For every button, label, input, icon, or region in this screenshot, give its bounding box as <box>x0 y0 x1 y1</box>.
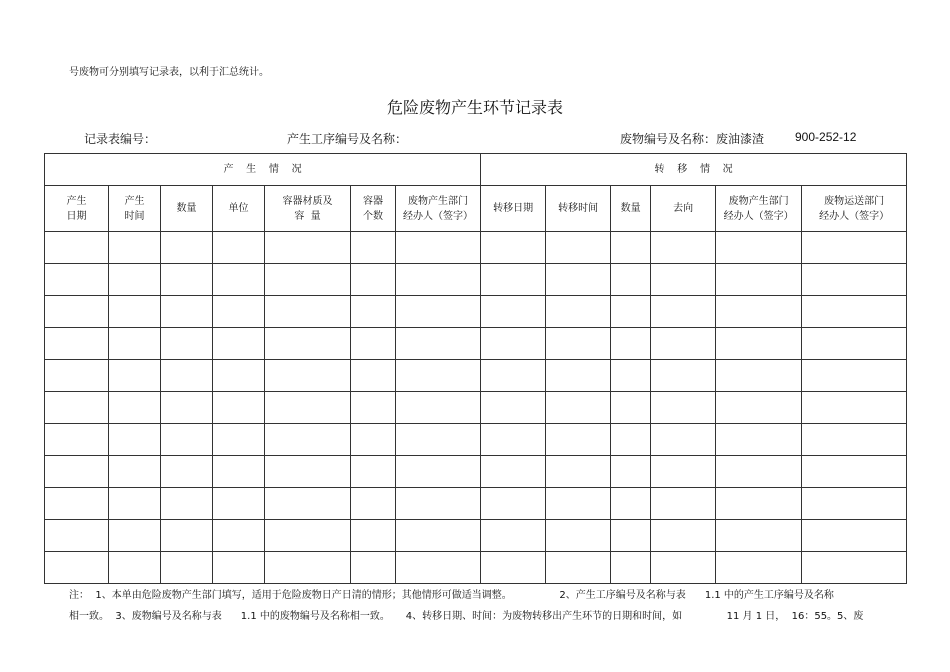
table-row <box>45 360 907 392</box>
column-header-line: 日期 <box>66 210 87 222</box>
page-title: 危险废物产生环节记录表 <box>386 98 563 117</box>
column-header-row <box>45 186 907 232</box>
table-cell[interactable] <box>351 264 396 296</box>
record-number-label: 记录表编号： <box>84 132 157 146</box>
table-cell[interactable] <box>481 264 546 296</box>
table-cell[interactable] <box>546 424 611 456</box>
table-cell[interactable] <box>351 392 396 424</box>
column-header-10 <box>611 186 651 232</box>
table-cell[interactable] <box>109 456 161 488</box>
table-cell[interactable] <box>396 456 481 488</box>
table-cell[interactable] <box>481 488 546 520</box>
waste-code: 900-252-12 <box>795 130 857 144</box>
column-header-line: 转移日期 <box>493 203 534 214</box>
column-header-line: 经办人（签字） <box>819 210 890 222</box>
column-header-line: 经办人（签字） <box>723 210 794 222</box>
table-cell[interactable] <box>396 424 481 456</box>
table-cell[interactable] <box>213 456 265 488</box>
table-cell[interactable] <box>611 456 651 488</box>
table-cell[interactable] <box>161 520 213 552</box>
column-header-4 <box>213 186 265 232</box>
table-cell[interactable] <box>546 520 611 552</box>
table-cell[interactable] <box>351 520 396 552</box>
footnote-line-1: 注： 1、本单由危险废物产生部门填写，适用于危险废物日产日清的情形；其他情形可做适当调整。 2、产生工序编号及名称与表 1.1 中的产生工序编号及名称 <box>69 590 834 601</box>
column-header-line: 产生 <box>124 195 145 207</box>
table-cell[interactable] <box>265 296 351 328</box>
table-cell[interactable] <box>161 552 213 584</box>
table-cell[interactable] <box>45 360 109 392</box>
table-cell[interactable] <box>611 264 651 296</box>
table-cell[interactable] <box>651 264 716 296</box>
table-cell[interactable] <box>716 360 802 392</box>
table-cell[interactable] <box>716 328 802 360</box>
column-header-9 <box>546 186 611 232</box>
column-header-3 <box>161 186 213 232</box>
table-cell[interactable] <box>396 232 481 264</box>
waste-label-text: 废物编号及名称： <box>620 132 717 146</box>
table-cell[interactable] <box>716 520 802 552</box>
table-cell[interactable] <box>716 424 802 456</box>
table-cell[interactable] <box>351 296 396 328</box>
table-cell[interactable] <box>265 360 351 392</box>
table-row <box>45 328 907 360</box>
column-header-line: 容 量 <box>294 210 321 222</box>
table-cell[interactable] <box>802 328 907 360</box>
table-cell[interactable] <box>481 232 546 264</box>
column-header-2 <box>109 186 161 232</box>
table-cell[interactable] <box>716 232 802 264</box>
table-cell[interactable] <box>265 488 351 520</box>
table-cell[interactable] <box>611 520 651 552</box>
table-cell[interactable] <box>265 424 351 456</box>
table-cell[interactable] <box>45 520 109 552</box>
table-cell[interactable] <box>213 392 265 424</box>
group-transfer: 转 移 情 况 <box>481 154 907 186</box>
table-cell[interactable] <box>161 264 213 296</box>
table-cell[interactable] <box>351 552 396 584</box>
table-cell[interactable] <box>651 520 716 552</box>
column-header-line: 经办人（签字） <box>403 210 474 222</box>
table-cell[interactable] <box>265 520 351 552</box>
top-note: 号废物可分别填写记录表，以利于汇总统计。 <box>69 67 269 78</box>
table-cell[interactable] <box>716 488 802 520</box>
table-cell[interactable] <box>802 456 907 488</box>
table-cell[interactable] <box>45 296 109 328</box>
table-cell[interactable] <box>546 360 611 392</box>
table-cell[interactable] <box>351 488 396 520</box>
column-header-line: 废物运送部门 <box>824 195 885 207</box>
table-row <box>45 456 907 488</box>
table-cell[interactable] <box>546 296 611 328</box>
table-cell[interactable] <box>161 296 213 328</box>
column-header-1 <box>45 186 109 232</box>
group-production: 产 生 情 况 <box>45 154 481 186</box>
table-cell[interactable] <box>161 392 213 424</box>
table-cell[interactable] <box>109 552 161 584</box>
table-cell[interactable] <box>396 360 481 392</box>
table-cell[interactable] <box>481 520 546 552</box>
process-label: 产生工序编号及名称： <box>287 132 408 146</box>
table-cell[interactable] <box>213 520 265 552</box>
table-cell[interactable] <box>109 296 161 328</box>
table-row <box>45 296 907 328</box>
column-header-5 <box>265 186 351 232</box>
footnote-line-2: 相一致。 3、废物编号及名称与表 1.1 中的废物编号及名称相一致。 4、转移日期、时间：为废物转移出产生环节的日期和时间，如 11 月 1 日， 16：55。5、废 <box>69 611 864 622</box>
table-cell[interactable] <box>213 424 265 456</box>
column-header-line: 转移时间 <box>558 203 599 214</box>
column-header-line: 废物产生部门 <box>728 195 789 207</box>
table-cell[interactable] <box>481 552 546 584</box>
table-cell[interactable] <box>546 552 611 584</box>
table-cell[interactable] <box>546 328 611 360</box>
table-cell[interactable] <box>351 424 396 456</box>
table-cell[interactable] <box>396 264 481 296</box>
table-cell[interactable] <box>716 296 802 328</box>
table-cell[interactable] <box>481 296 546 328</box>
table-cell[interactable] <box>802 232 907 264</box>
table-cell[interactable] <box>213 360 265 392</box>
table-cell[interactable] <box>45 392 109 424</box>
table-cell[interactable] <box>396 520 481 552</box>
table-cell[interactable] <box>213 296 265 328</box>
table-cell[interactable] <box>802 360 907 392</box>
table-cell[interactable] <box>351 328 396 360</box>
table-cell[interactable] <box>716 264 802 296</box>
table-cell[interactable] <box>481 360 546 392</box>
table-cell[interactable] <box>481 424 546 456</box>
table-cell[interactable] <box>213 232 265 264</box>
table-cell[interactable] <box>651 296 716 328</box>
table-cell[interactable] <box>802 296 907 328</box>
table-cell[interactable] <box>45 552 109 584</box>
table-cell[interactable] <box>611 392 651 424</box>
table-cell[interactable] <box>651 360 716 392</box>
table-cell[interactable] <box>161 360 213 392</box>
table-cell[interactable] <box>265 552 351 584</box>
table-cell[interactable] <box>651 424 716 456</box>
table-cell[interactable] <box>265 328 351 360</box>
table-row <box>45 488 907 520</box>
table-cell[interactable] <box>802 488 907 520</box>
table-cell[interactable] <box>481 328 546 360</box>
table-cell[interactable] <box>651 456 716 488</box>
table-cell[interactable] <box>611 328 651 360</box>
table-cell[interactable] <box>396 328 481 360</box>
table-cell[interactable] <box>45 488 109 520</box>
table-cell[interactable] <box>109 520 161 552</box>
table-cell[interactable] <box>161 232 213 264</box>
table-row <box>45 424 907 456</box>
table-cell[interactable] <box>611 424 651 456</box>
waste-label <box>620 130 764 147</box>
table-cell[interactable] <box>45 328 109 360</box>
table-cell[interactable] <box>213 264 265 296</box>
table-cell[interactable] <box>546 488 611 520</box>
table-cell[interactable] <box>611 232 651 264</box>
table-cell[interactable] <box>716 456 802 488</box>
table-cell[interactable] <box>611 488 651 520</box>
table-row <box>45 232 907 264</box>
column-header-12 <box>716 186 802 232</box>
waste-name: 废油漆渣 <box>716 132 765 146</box>
column-header-line: 废物产生部门 <box>408 195 469 207</box>
table-cell[interactable] <box>109 360 161 392</box>
table-cell[interactable] <box>396 296 481 328</box>
table-cell[interactable] <box>45 456 109 488</box>
table-body <box>45 154 907 584</box>
column-header-line: 容器材质及 <box>282 195 333 207</box>
table-cell[interactable] <box>651 328 716 360</box>
table-cell[interactable] <box>802 264 907 296</box>
column-header-8 <box>481 186 546 232</box>
table-cell[interactable] <box>351 456 396 488</box>
table-cell[interactable] <box>802 520 907 552</box>
table-cell[interactable] <box>45 264 109 296</box>
table-cell[interactable] <box>265 456 351 488</box>
column-header-7 <box>396 186 481 232</box>
table-row <box>45 264 907 296</box>
table-cell[interactable] <box>213 552 265 584</box>
table-cell[interactable] <box>109 488 161 520</box>
column-header-line: 容器 <box>363 195 383 207</box>
column-header-line: 数量 <box>620 203 641 214</box>
table-cell[interactable] <box>651 232 716 264</box>
table-cell[interactable] <box>546 456 611 488</box>
table-cell[interactable] <box>396 488 481 520</box>
table-cell[interactable] <box>161 456 213 488</box>
column-header-13 <box>802 186 907 232</box>
table-cell[interactable] <box>651 392 716 424</box>
table-cell[interactable] <box>611 296 651 328</box>
record-table <box>44 153 907 584</box>
table-cell[interactable] <box>213 488 265 520</box>
table-cell[interactable] <box>161 328 213 360</box>
table-cell[interactable] <box>396 392 481 424</box>
table-cell[interactable] <box>109 424 161 456</box>
group-header-row <box>45 154 907 186</box>
table-cell[interactable] <box>161 424 213 456</box>
table-cell[interactable] <box>45 424 109 456</box>
table-cell[interactable] <box>546 232 611 264</box>
table-cell[interactable] <box>213 328 265 360</box>
table-cell[interactable] <box>802 552 907 584</box>
column-header-line: 去向 <box>673 203 694 214</box>
column-header-11 <box>651 186 716 232</box>
column-header-line: 产生 <box>66 195 87 207</box>
table-cell[interactable] <box>802 424 907 456</box>
table-cell[interactable] <box>109 328 161 360</box>
table-cell[interactable] <box>265 264 351 296</box>
column-header-line: 个数 <box>363 210 383 222</box>
table-row <box>45 552 907 584</box>
table-cell[interactable] <box>265 392 351 424</box>
table-cell[interactable] <box>109 232 161 264</box>
table-cell[interactable] <box>161 488 213 520</box>
table-cell[interactable] <box>351 232 396 264</box>
column-header-line: 时间 <box>124 210 145 222</box>
table-cell[interactable] <box>611 552 651 584</box>
column-header-line: 数量 <box>176 203 197 214</box>
table-cell[interactable] <box>546 392 611 424</box>
table-cell[interactable] <box>265 232 351 264</box>
table-cell[interactable] <box>109 392 161 424</box>
table-cell[interactable] <box>481 456 546 488</box>
table-cell[interactable] <box>802 392 907 424</box>
table-cell[interactable] <box>546 264 611 296</box>
table-row <box>45 520 907 552</box>
table-cell[interactable] <box>351 360 396 392</box>
table-cell[interactable] <box>109 264 161 296</box>
table-cell[interactable] <box>481 392 546 424</box>
table-cell[interactable] <box>716 392 802 424</box>
table-cell[interactable] <box>651 488 716 520</box>
table-row <box>45 392 907 424</box>
table-cell[interactable] <box>651 552 716 584</box>
table-cell[interactable] <box>716 552 802 584</box>
column-header-line: 单位 <box>228 203 249 214</box>
table-cell[interactable] <box>611 360 651 392</box>
table-cell[interactable] <box>396 552 481 584</box>
column-header-6 <box>351 186 396 232</box>
table-cell[interactable] <box>45 232 109 264</box>
